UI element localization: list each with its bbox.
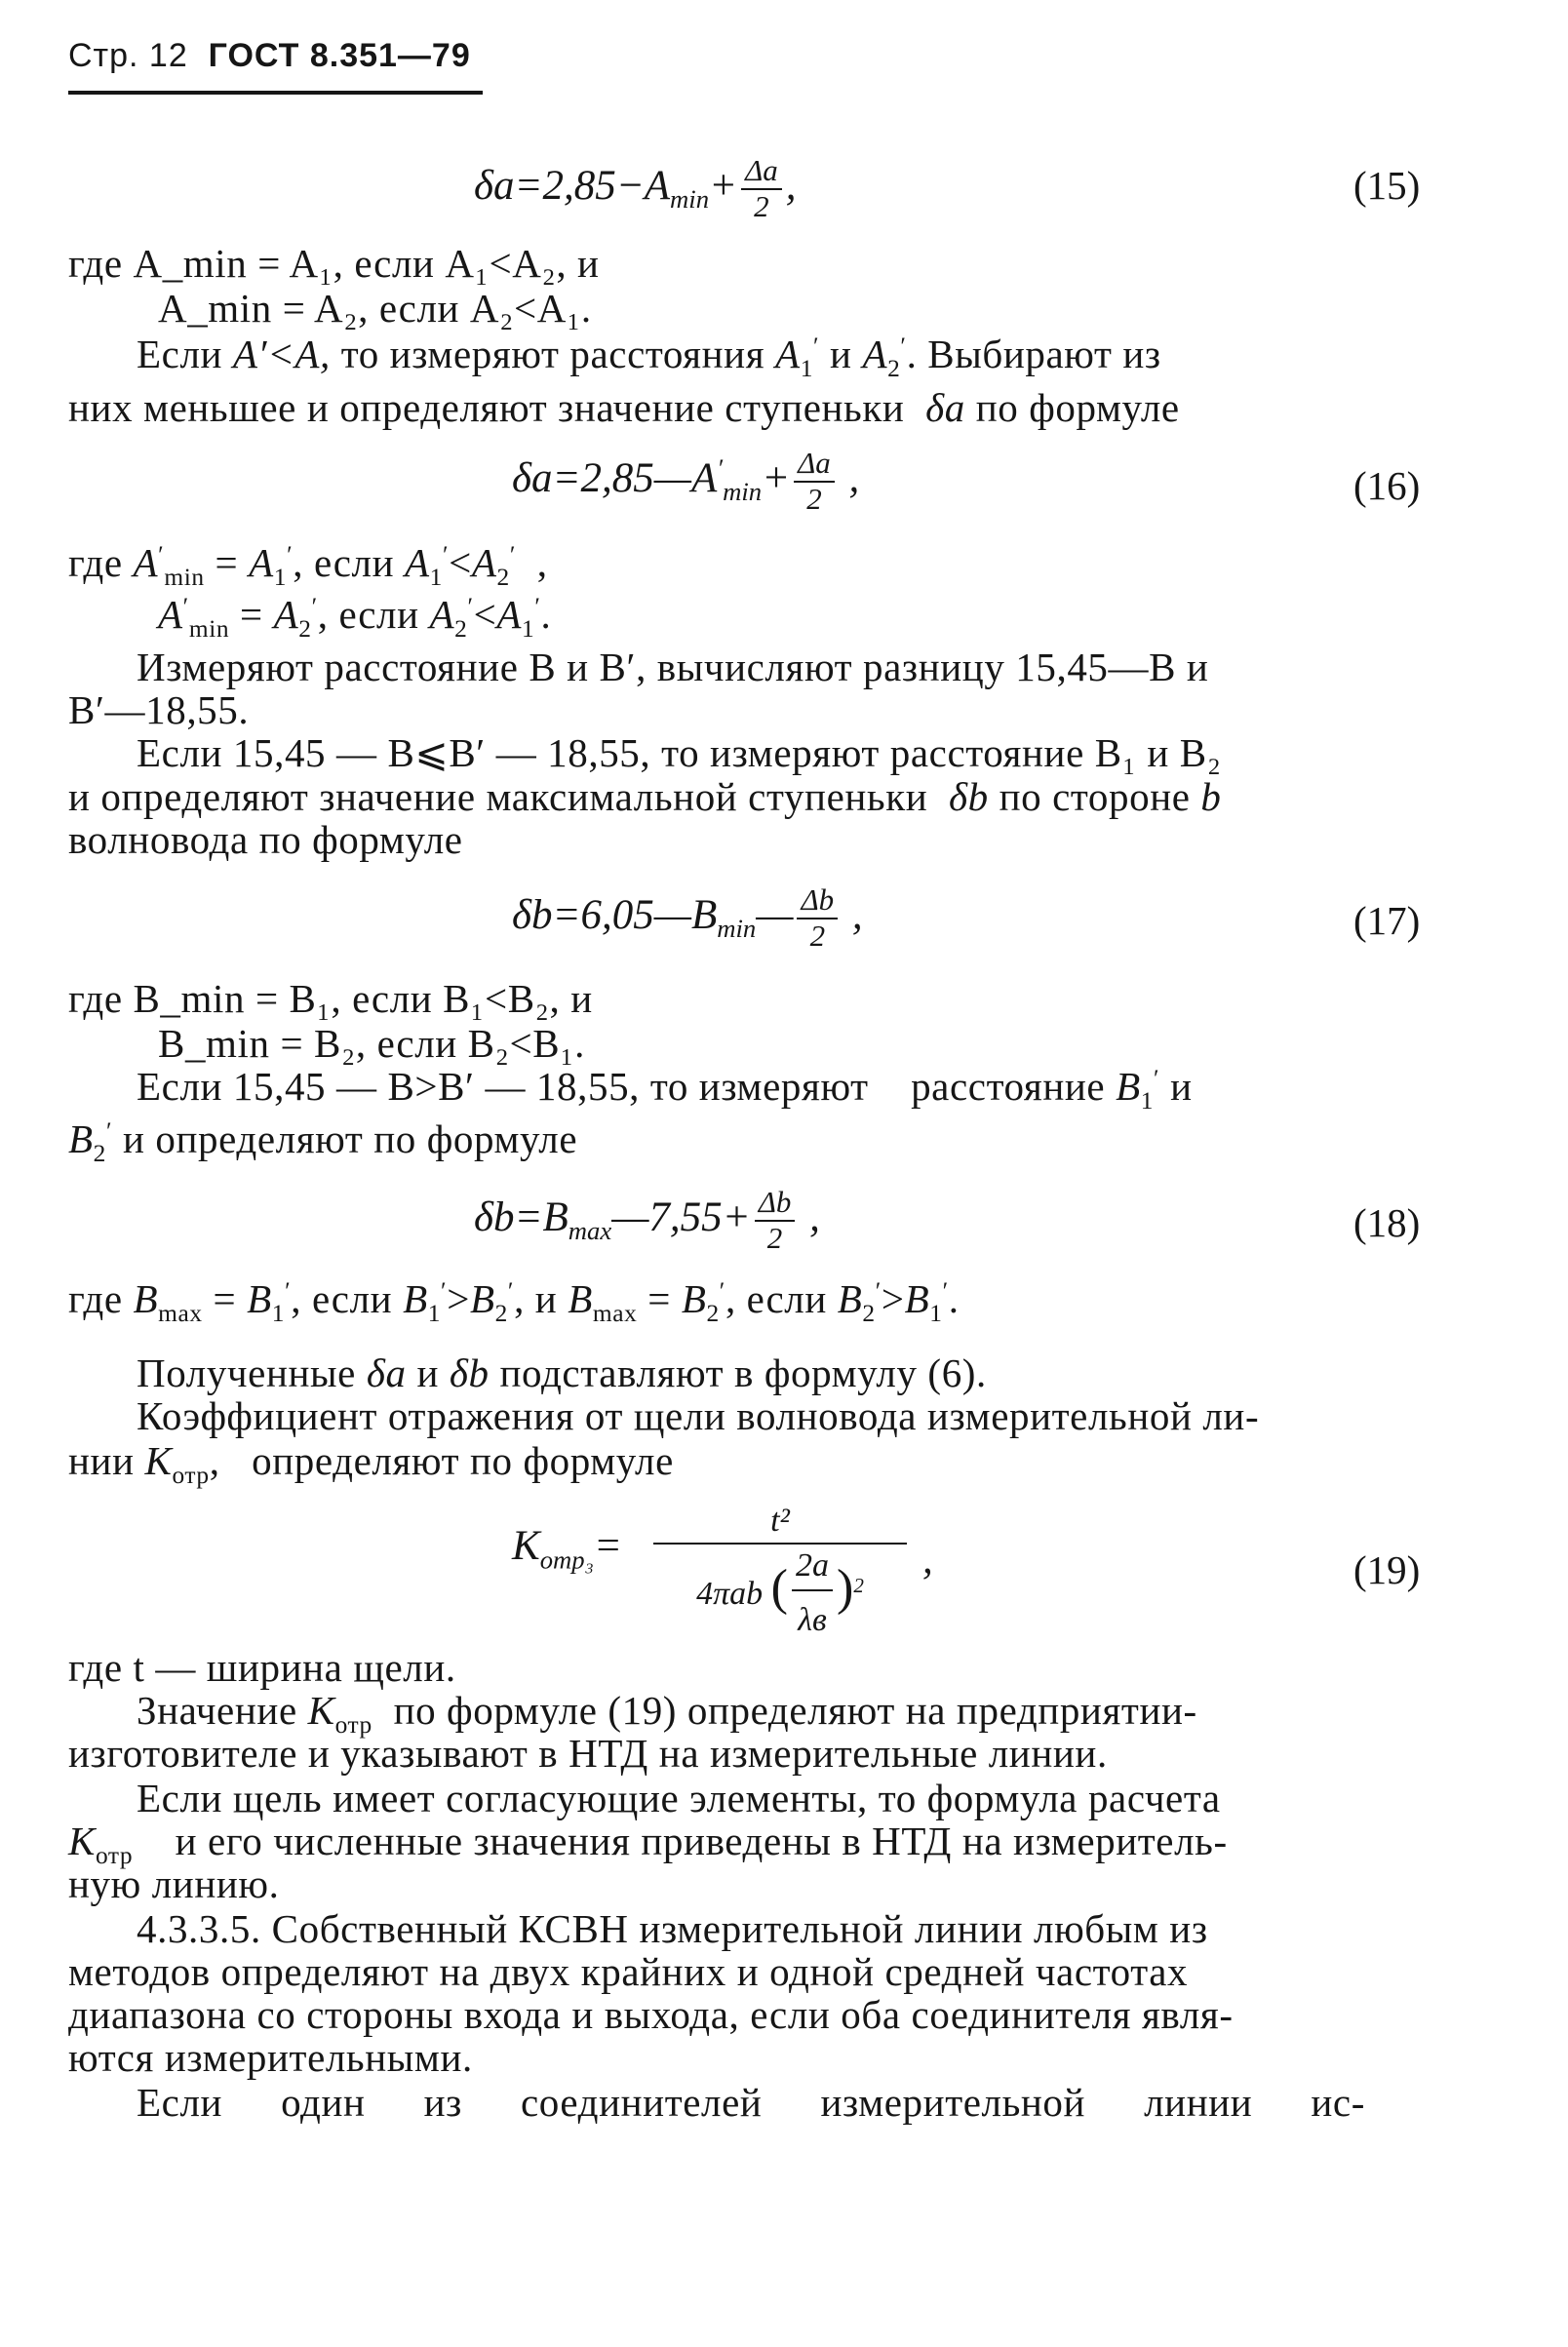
text-line-6: $A'_{min} = A_2'$, если $A_2'<A_1'$. (158, 592, 552, 643)
equation-number-19: (19) (1353, 1547, 1421, 1592)
equation-number-15: (15) (1353, 163, 1421, 208)
l30-b: один (281, 2080, 366, 2125)
l30-e: измерительной (820, 2080, 1086, 2125)
equation-19-lhs (512, 1523, 622, 1575)
text-line-25: ную линию. (68, 1861, 280, 1906)
text-line-5: где $A'_{min} = A_1'$, если $A_1'<A_2'$ , (68, 540, 548, 591)
equation-16 (512, 446, 860, 516)
page-header (68, 37, 471, 75)
eq18-frac-num: Δb (755, 1188, 796, 1222)
l5-a: где (68, 540, 123, 585)
l30-g: ис- (1311, 2080, 1365, 2125)
eq19-lhs: K (512, 1523, 540, 1569)
text-line-3: Если A′<A, то измеряют расстояния $A_1'$ и $A_2'$. Выбирают из (137, 332, 1161, 382)
text-line-2: A_min = A₂, если A₂<A₁. (158, 286, 592, 331)
l14-c: и (1170, 1064, 1193, 1109)
l5-b: если (313, 540, 395, 585)
header-rule (68, 91, 483, 95)
eq19-eq: = (593, 1523, 622, 1569)
text-line-15: $B_2'$ и определяют по формуле (68, 1116, 578, 1167)
standard-code: ГОСТ 8.351—79 (208, 37, 471, 74)
text-line-1: где A_min = A₁, если A₁<A₂, и (68, 241, 600, 286)
eq15-sub: min (670, 184, 710, 215)
eq19-den-frac-den: λв (798, 1602, 827, 1638)
text-line-7: Измеряют расстояние B и B′, вычисляют разницу 15,45—B и (137, 645, 1209, 689)
l16-c: и (534, 1276, 558, 1321)
eq15-frac-den: 2 (754, 188, 769, 223)
equation-18 (474, 1185, 820, 1255)
text-line-9: Если 15,45 — B⩽B′ — 18,55, то измеряют расстояние B₁ и B₂ (137, 730, 1222, 775)
text-line-21: Значение $K_{отр}$ по формуле (19) определяют на предприятии- (137, 1688, 1197, 1739)
l16-b: если (311, 1276, 393, 1321)
l30-d: соединителей (520, 2080, 763, 2125)
text-line-23: Если щель имеет согласующие элементы, то формула расчета (137, 1776, 1221, 1820)
text-line-13: B_min = B₂, если B₂<B₁. (158, 1021, 585, 1066)
page-number: Стр. 12 (68, 37, 188, 74)
text-line-8: B′—18,55. (68, 687, 250, 732)
eq19-den-pow: 2 (853, 1574, 864, 1598)
eq19-denominator: 4πab ( $\frac{2a}{\lambda в}$ )$^2$ (653, 1545, 907, 1648)
l30-c: из (423, 2080, 462, 2125)
l17-b: и (416, 1350, 440, 1395)
text-line-20: где t — ширина щели. (68, 1645, 456, 1690)
text-line-10: и определяют значение максимальной ступеньки δb по стороне b (68, 774, 1222, 819)
eq19-den-fraction (792, 1545, 833, 1648)
eq17-sub: min (717, 914, 757, 944)
equation-number-18: (18) (1353, 1200, 1421, 1245)
text-line-17: Полученные δa и δb подставляют в формулу (6). (137, 1350, 987, 1395)
eq15-plus: + (709, 162, 738, 209)
eq17-tail: , (851, 891, 863, 938)
eq16-sub: min (723, 477, 763, 507)
eq19-sub: отр₃ (539, 1545, 594, 1575)
text-line-16: где $B_{max} = B_1'$, если $B_1'>B_2'$, и $B_{max} = B_2'$, если $B_2'>B_1'$. (68, 1276, 960, 1327)
l3-b: A′<A, (232, 332, 331, 376)
eq17-minus: — (756, 891, 794, 938)
l10-b: по стороне (999, 774, 1191, 819)
equation-number-16: (16) (1353, 463, 1421, 508)
l3-c: то измеряют расстояния (340, 332, 765, 376)
text-line-4: них меньшее и определяют значение ступеньки δa по формуле (68, 385, 1180, 430)
equation-17 (512, 882, 863, 953)
l10-a: и определяют значение максимальной ступеньки (68, 774, 928, 819)
eq16-fraction (794, 446, 835, 516)
l21-a: Значение (137, 1688, 297, 1733)
l17-c: подставляют в формулу (6). (499, 1350, 987, 1395)
l15-a: и определяют по формуле (123, 1116, 578, 1161)
eq16-lhs: δa=2,85—A (512, 454, 718, 501)
eq17-fraction (797, 882, 838, 953)
eq18-sub: max (568, 1216, 612, 1246)
eq15-fraction (741, 153, 782, 223)
text-line-12: где B_min = B₁, если B₁<B₂, и (68, 976, 593, 1021)
eq16-prime: ′ (717, 453, 724, 484)
text-line-26: 4.3.3.5. Собственный КСВН измерительной линии любым из (137, 1906, 1208, 1951)
eq16-plus: + (762, 454, 791, 501)
eq18-lhs: δb=B (474, 1193, 568, 1240)
l17-a: Полученные (137, 1350, 356, 1395)
l14-b: расстояние (911, 1064, 1106, 1109)
eq17-frac-den: 2 (809, 918, 826, 953)
eq18-mid: —7,55+ (611, 1193, 751, 1240)
eq17-frac-num: Δb (797, 885, 838, 919)
l21-b: по формуле (19) определяют на предприятии- (393, 1688, 1197, 1733)
l19-a: нии (68, 1438, 135, 1483)
text-line-14: Если 15,45 — B>B′ — 18,55, то измеряют расстояние $B_1'$ и (137, 1064, 1193, 1115)
eq15-tail: , (785, 162, 797, 209)
eq16-frac-den: 2 (806, 481, 822, 516)
equation-15 (474, 153, 797, 223)
l16-a: где (68, 1276, 123, 1321)
l3-d: и (830, 332, 852, 376)
l14-a: Если 15,45 — B>B′ — 18,55, то измеряют (137, 1064, 869, 1109)
eq18-fraction (755, 1185, 796, 1255)
text-line-18: Коэффициент отражения от щели волновода измерительной ли- (137, 1393, 1260, 1438)
l30-a: Если (137, 2080, 223, 2125)
text-line-28: диапазона со стороны входа и выхода, если оба соединителя явля- (68, 1992, 1234, 2037)
eq19-den-a: 4πab (696, 1575, 764, 1612)
l6-b: если (338, 592, 419, 637)
l19-b: определяют по формуле (252, 1438, 674, 1483)
text-line-29: ются измерительными. (68, 2035, 473, 2080)
l3-e: Выбирают из (927, 332, 1161, 376)
text-line-19: нии $K_{отр}$, определяют по формуле (68, 1438, 674, 1489)
eq15-lhs: δa=2,85−A (474, 162, 671, 209)
eq16-frac-num: Δa (794, 449, 835, 483)
eq19-tail: , (922, 1537, 933, 1583)
l30-f: линии (1144, 2080, 1253, 2125)
l24-a: и его численные значения приведены в НТД на измеритель- (175, 1819, 1228, 1863)
eq19-numerator: t² (770, 1503, 790, 1539)
eq18-frac-den: 2 (766, 1220, 783, 1255)
text-line-27: методов определяют на двух крайних и одной средней частотах (68, 1949, 1189, 1994)
equation-number-17: (17) (1353, 898, 1421, 943)
eq17-lhs: δb=6,05—B (512, 891, 718, 938)
eq16-tail: , (848, 454, 860, 501)
text-line-22: изготовителе и указывают в НТД на измерительные линии. (68, 1731, 1108, 1776)
text-line-11: волновода по формуле (68, 817, 463, 862)
eq15-frac-num: Δa (741, 156, 782, 190)
eq18-tail: , (809, 1193, 820, 1240)
l3-a: Если (137, 332, 223, 376)
text-line-24: $K_{отр}$ и его численные значения приведены в НТД на измеритель- (68, 1819, 1228, 1869)
l4-b: по формуле (975, 385, 1180, 430)
text-line-30 (137, 2080, 1365, 2125)
l4-a: них меньшее и определяют значение ступеньки (68, 385, 905, 430)
eq19-fraction (653, 1500, 907, 1648)
l16-d: если (746, 1276, 827, 1321)
eq19-den-frac-num: 2a (792, 1545, 833, 1591)
